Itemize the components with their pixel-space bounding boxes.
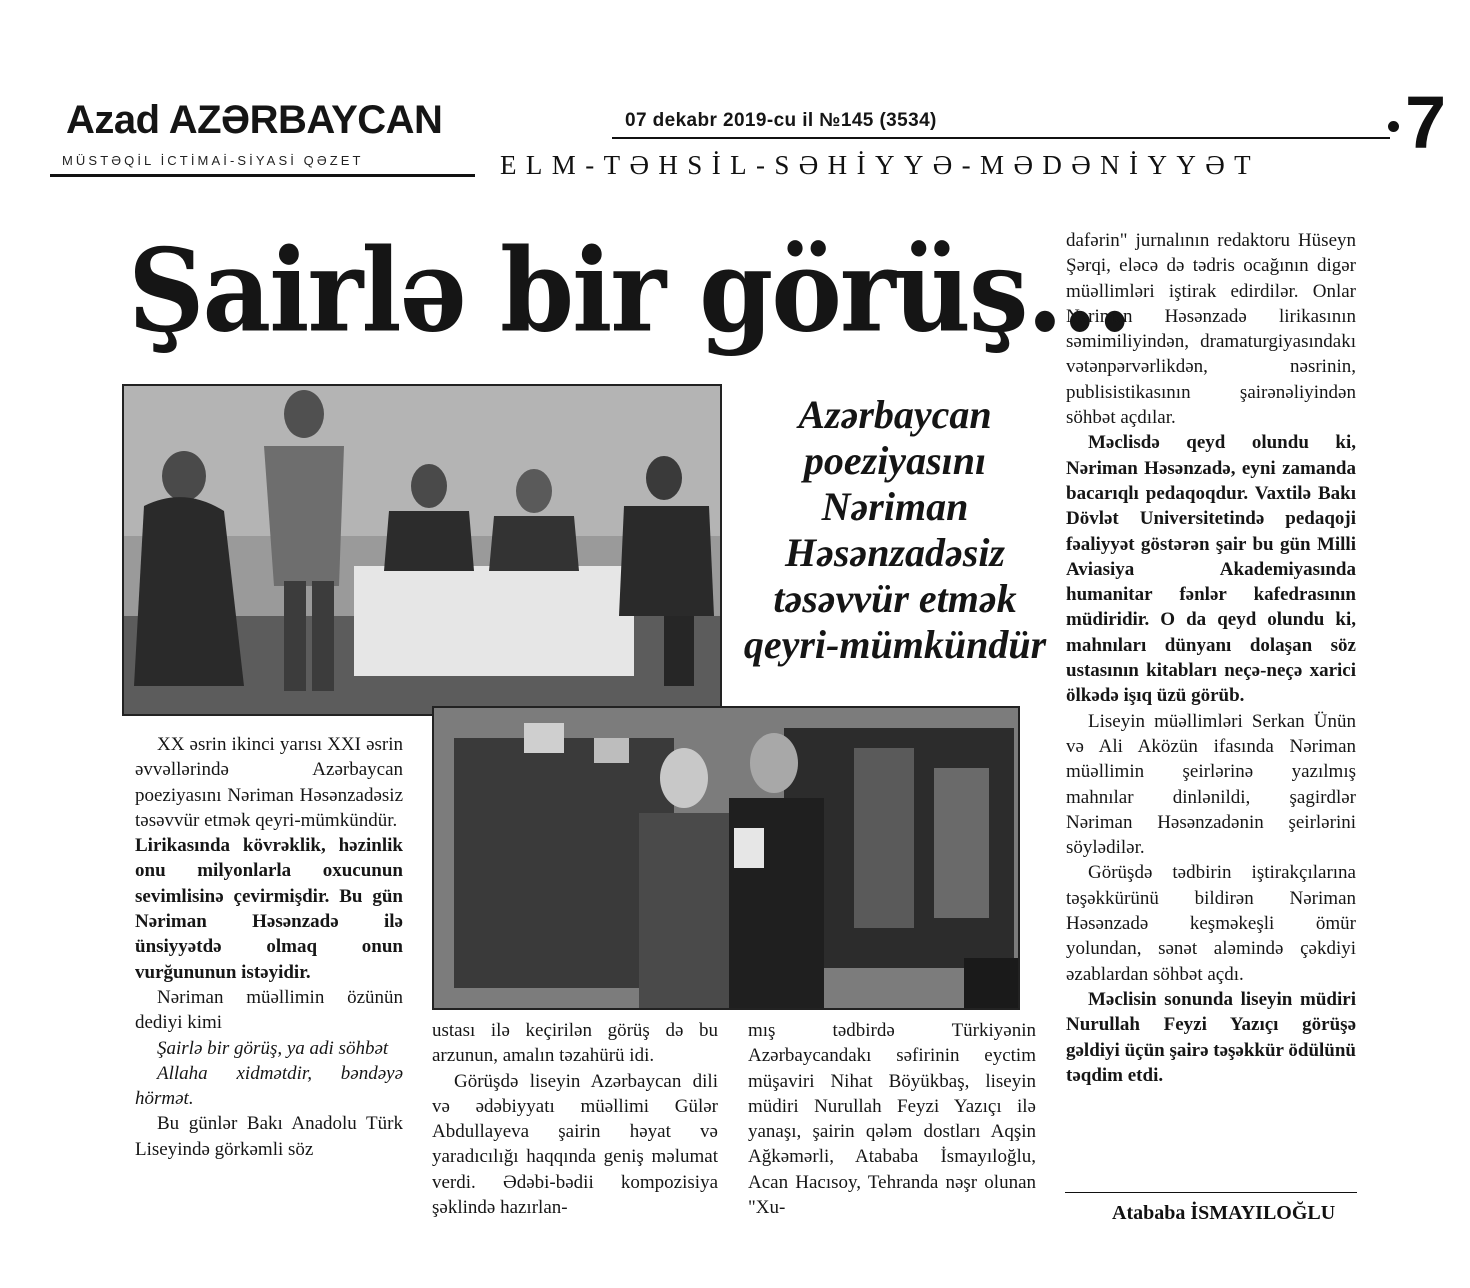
article-subtitle (730, 392, 1060, 668)
subtitle-line: qeyri-mümkündür (743, 622, 1047, 667)
paragraph: Görüşdə liseyin Azərbaycan dili və ədəbiyyatı müəllimi Gülər Abdullayeva şairin həyat və yaradıcılığı haqqında geniş məlumat verdi. Ədəbi-bədii kompozisiya şəklində hazırlan- (432, 1070, 718, 1219)
article-column-1 (135, 732, 403, 1162)
article-column-4 (1066, 228, 1356, 1088)
paragraph: mış tədbirdə Türkiyənin Azərbaycandakı səfirinin eyctim müşaviri Nihat Böyükbaş, liseyin müdiri Nurullah Feyzi Yazıçı ilə yanaşı, şairin qələm dostları Aqşin Ağkəmərli, Atababa İsmayıloğlu, Acan Hacısoy, Tehranda nəşr olunan "Xu- (748, 1020, 1036, 1219)
masthead-rule (50, 174, 475, 177)
page-number: 7 (1405, 81, 1447, 164)
paragraph: dafərin" jurnalının redaktoru Hüseyn Şərqi, eləcə də tədris ocağının digər müəllimləri iştirak edirdilər. Onlar Nəriman Həsənzadə lirikasının səmimiliyindən, dramaturgiyasındakı vətənpərvərlikdən, nəsrinin, publisistikasının şairənəliyindən söhbət açdılar. (1066, 230, 1356, 429)
subtitle-line: Nəriman (821, 484, 969, 529)
section-title: ELM-TƏHSİL-SƏHİYYƏ-MƏDƏNİYYƏT (500, 150, 1261, 180)
subtitle-line: təsəvvür etmək (773, 576, 1017, 621)
subtitle-line: Həsənzadəsiz (785, 530, 1005, 575)
paragraph: Nəriman müəllimin özünün dediyi kimi (135, 986, 403, 1034)
logo-light-text: Azad (66, 98, 160, 142)
subtitle-line: poeziyasını (803, 438, 987, 483)
logo-bold-text: AZƏRBAYCAN (168, 98, 443, 142)
bullet-icon (1388, 121, 1399, 132)
paragraph: Məclisin sonunda liseyin müdiri Nurullah Feyzi Yazıçı görüşə gəldiyi üçün şairə təşəkkür ödülünü təqdim etdi. (1066, 988, 1357, 1086)
newspaper-logo (66, 98, 442, 143)
paragraph: Bu günlər Bakı Anadolu Türk Liseyində görkəmli söz (135, 1113, 403, 1160)
article-column-3 (748, 1018, 1036, 1220)
paragraph: Məclisdə qeyd olundu ki, Nəriman Həsənzadə, eyni zamanda bacarıqlı pedaqoqdur. Vaxtilə Bakı Dövlət Universitetində pedaqoji fəaliyyət göstərən şair bu gün Milli Aviasiya Akademiyasında humanitar fənlər kafedrasının müdiridir. O da qeyd olundu ki, mahnıları dünyanı dolaşan söz ustasının kitabları neçə-neçə xarici ölkədə işıq üzü görüb. (1066, 432, 1356, 707)
article-headline: Şairlə bir görüş... (128, 222, 1132, 358)
paragraph: Lirikasında kövrəklik, həzinlik onu milyonlarla oxucunun sevimlisinə çevirmişdir. Bu gün Nəriman Həsənzadə ilə ünsiyyətdə olmaq onun vurğununun istəyidir. (135, 835, 403, 983)
subtitle-line: Azərbaycan (798, 392, 992, 437)
signature-rule (1065, 1192, 1357, 1193)
author-signature: Atababa İSMAYILOĞLU (1112, 1202, 1336, 1224)
poem-line: Şairlə bir görüş, ya adi söhbət (157, 1037, 389, 1059)
paragraph: XX əsrin ikinci yarısı XXI əsrin əvvəllərində Azərbaycan poeziyasını Nəriman Həsənzadəsiz təsəvvür etmək qeyri-mümkündür. (135, 734, 403, 831)
paragraph: Görüşdə tədbirin iştirakçılarına təşəkkürünü bildirən Nəriman Həsənzadə keşməkeşli ömür yolundan, sənət aləmində çəkdiyi əzablardan söhbət açdı. (1066, 862, 1356, 985)
article-column-2 (432, 1018, 718, 1220)
newspaper-tagline: MÜSTƏQİL İCTİMAİ-SİYASİ QƏZET (62, 153, 364, 168)
paragraph: ustası ilə keçirilən görüş də bu arzunun, amalın təzahürü idi. (432, 1020, 718, 1067)
event-photo-panel (122, 384, 722, 716)
dateline-rule (612, 137, 1390, 139)
poem-line: Allaha xidmətdir, bəndəyə hörmət. (135, 1062, 403, 1110)
issue-dateline: 07 dekabr 2019-cu il №145 (3534) (625, 110, 937, 131)
award-photo-panel (432, 706, 1020, 1010)
paragraph: Liseyin müəllimləri Serkan Ünün və Ali Aközün ifasında Nəriman müəllimin şeirlərinə yazılmış mahnılar dinlənildi, şagirdlər Nəriman Həsənzadənin şeirlərini söylədilər. (1066, 710, 1356, 859)
